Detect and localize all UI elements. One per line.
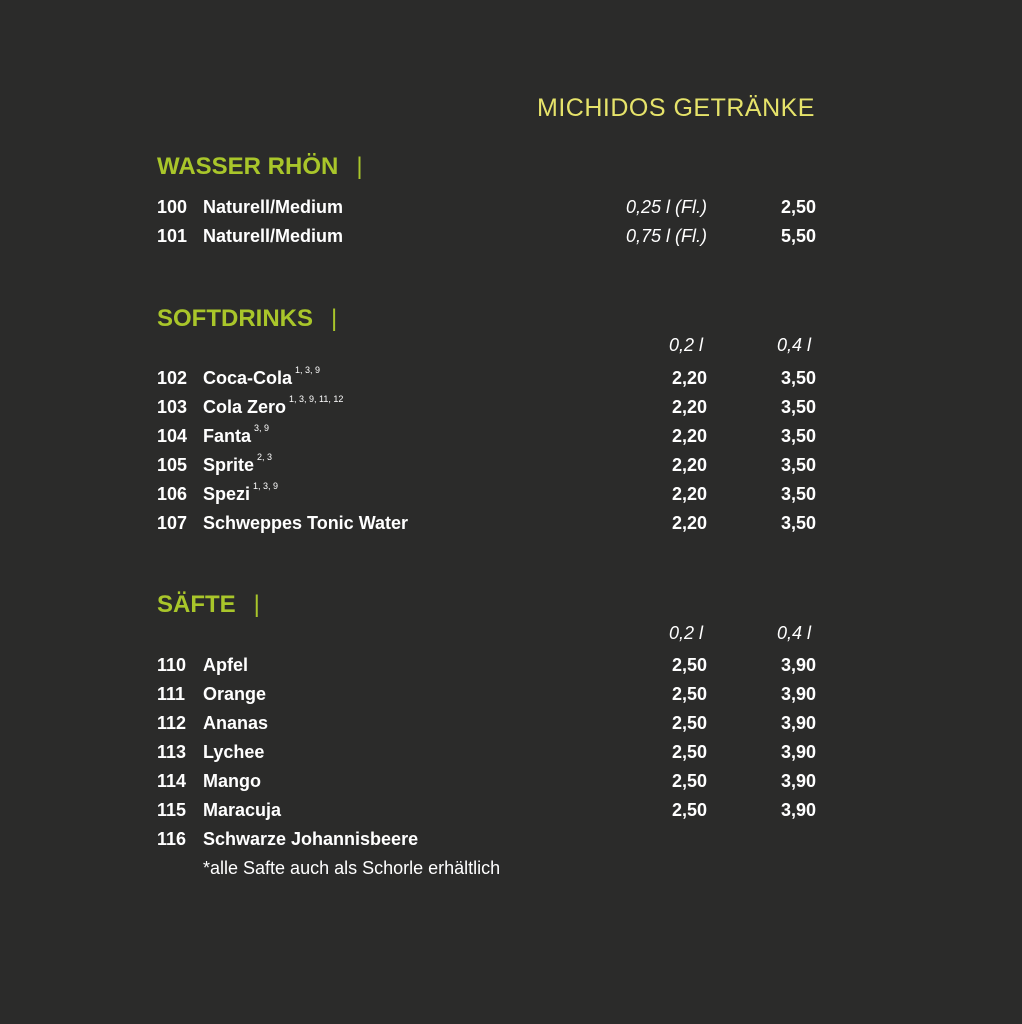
item-price-large: 3,90 (780, 800, 816, 820)
item-price-small: 2,20 (671, 368, 707, 388)
item-price-small: 2,20 (671, 513, 707, 533)
menu-item-row (157, 197, 857, 219)
item-name: Lychee (203, 742, 265, 762)
menu-item-row (157, 481, 857, 506)
item-number: 110 (157, 655, 187, 675)
menu-item-row (157, 771, 857, 793)
item-price-large: 3,90 (780, 713, 816, 733)
item-price-large: 3,90 (780, 771, 816, 791)
allergen-note: 1, 3, 9 (295, 365, 321, 375)
item-price: 5,50 (780, 226, 816, 246)
item-name: Maracuja (203, 800, 282, 820)
size-column-large: 0,4 l (777, 335, 812, 355)
menu-item-row (157, 829, 857, 851)
size-header-row (157, 623, 857, 645)
size-column-small: 0,2 l (669, 335, 704, 355)
heading-divider: | (253, 591, 260, 618)
menu-item-row (157, 423, 857, 448)
item-number: 115 (157, 800, 187, 820)
item-name: Fanta (203, 426, 252, 446)
item-number: 113 (157, 742, 187, 762)
item-price-large: 3,90 (780, 742, 816, 762)
item-price-small: 2,20 (671, 484, 707, 504)
item-name: Sprite (203, 455, 255, 475)
item-name-group (203, 365, 321, 389)
menu-item-row (157, 684, 857, 706)
item-name-group (203, 481, 279, 505)
item-name: Mango (203, 771, 261, 791)
allergen-note: 1, 3, 9 (253, 481, 279, 491)
item-price-large: 3,50 (780, 513, 816, 533)
heading-divider: | (356, 153, 363, 180)
item-name-group (203, 394, 344, 418)
heading-divider: | (331, 305, 338, 332)
item-price: 2,50 (780, 197, 816, 217)
item-price-large: 3,90 (780, 684, 816, 704)
item-name: Apfel (203, 655, 248, 675)
section-heading-label: SOFTDRINKS (157, 305, 313, 332)
section-heading-saefte (157, 591, 260, 619)
item-price-small: 2,20 (671, 426, 707, 446)
section-heading-wasser (157, 153, 363, 181)
item-number: 100 (157, 197, 188, 217)
item-number: 107 (157, 513, 188, 533)
footnote: *alle Safte auch als Schorle erhältlich (203, 858, 501, 878)
item-number: 102 (157, 368, 188, 388)
item-name: Coca-Cola (203, 368, 293, 388)
page-title: MICHIDOS GETRÄNKE (537, 94, 815, 122)
item-price-large: 3,50 (780, 368, 816, 388)
item-number: 106 (157, 484, 188, 504)
item-number: 112 (157, 713, 187, 733)
allergen-note: 2, 3 (257, 452, 273, 462)
item-number: 101 (157, 226, 188, 246)
menu-item-row (157, 800, 857, 822)
section-heading-label: WASSER RHÖN (157, 153, 339, 180)
size-column-large: 0,4 l (777, 623, 812, 643)
menu-item-row (157, 394, 857, 419)
item-number: 103 (157, 397, 188, 417)
item-number: 111 (157, 684, 186, 704)
item-name: Schweppes Tonic Water (203, 513, 409, 533)
item-number: 105 (157, 455, 188, 475)
item-name: Schwarze Johannisbeere (203, 829, 419, 849)
item-number: 116 (157, 829, 187, 849)
item-size: 0,75 l (Fl.) (625, 226, 707, 246)
menu-item-row (157, 713, 857, 735)
item-name: Orange (203, 684, 267, 704)
menu-item-row (157, 365, 857, 390)
item-price-large: 3,50 (780, 455, 816, 475)
item-price-small: 2,50 (671, 684, 707, 704)
menu-item-row (157, 742, 857, 764)
item-price-small: 2,50 (671, 771, 707, 791)
item-name: Ananas (203, 713, 269, 733)
item-name: Spezi (203, 484, 251, 504)
item-price-large: 3,50 (780, 426, 816, 446)
item-price-large: 3,50 (780, 484, 816, 504)
item-name-group (203, 423, 270, 447)
item-price-large: 3,50 (780, 397, 816, 417)
item-name: Cola Zero (203, 397, 287, 417)
menu-item-row (157, 513, 857, 535)
size-header-row (157, 335, 857, 357)
item-price-small: 2,50 (671, 655, 707, 675)
item-price-large: 3,90 (780, 655, 816, 675)
size-column-small: 0,2 l (669, 623, 704, 643)
item-price-small: 2,20 (671, 397, 707, 417)
item-price-small: 2,50 (671, 800, 707, 820)
menu-item-row (157, 452, 857, 477)
item-price-small: 2,50 (671, 713, 707, 733)
allergen-note: 3, 9 (254, 423, 270, 433)
section-heading-softdrinks (157, 305, 337, 333)
menu-item-row (157, 655, 857, 677)
allergen-note: 1, 3, 9, 11, 12 (289, 394, 344, 404)
item-name-group (203, 452, 273, 476)
item-name: Naturell/Medium (203, 197, 344, 217)
item-number: 104 (157, 426, 188, 446)
menu-item-row (157, 226, 857, 248)
item-name: Naturell/Medium (203, 226, 344, 246)
item-price-small: 2,50 (671, 742, 707, 762)
section-heading-label: SÄFTE (157, 591, 236, 618)
item-number: 114 (157, 771, 187, 791)
item-price-small: 2,20 (671, 455, 707, 475)
item-size: 0,25 l (Fl.) (625, 197, 707, 217)
